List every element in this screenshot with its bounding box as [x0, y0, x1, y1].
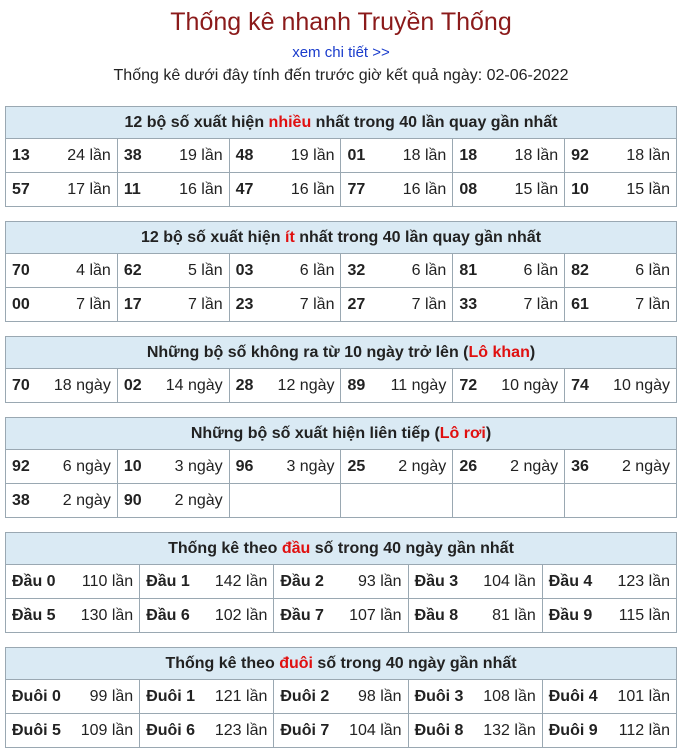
page-subtitle: Thống kê dưới đây tính đến trước giờ kết quả ngày: 02-06-2022 — [113, 67, 569, 84]
stat-value: 16 lần — [290, 180, 335, 198]
stat-key: Đầu 0 — [12, 572, 56, 590]
stat-key: 70 — [12, 376, 30, 394]
stat-cell — [341, 450, 453, 484]
stat-cell — [229, 139, 341, 173]
stat-cell — [453, 139, 565, 173]
stat-cell — [341, 173, 453, 207]
section-title-text: Những bộ số không ra từ 10 ngày trở lên ( — [146, 343, 469, 361]
stat-cell — [6, 599, 140, 633]
stat-key: 92 — [12, 457, 30, 475]
stat-key: Đầu 9 — [548, 606, 593, 624]
table-row — [6, 288, 677, 322]
stat-cell — [341, 288, 453, 322]
stat-key: 10 — [571, 180, 589, 198]
stat-value: 6 ngày — [62, 457, 111, 475]
table-row — [6, 714, 677, 748]
section-title-text: Những bộ số xuất hiện liên tiếp ( — [190, 424, 440, 442]
stat-cell — [6, 714, 140, 748]
section-title-text: nhất trong 40 lần quay gần nhất — [311, 113, 558, 131]
stat-cell — [117, 369, 229, 403]
stat-value: 7 lần — [187, 295, 223, 313]
stat-cell — [6, 369, 118, 403]
stat-value: 19 lần — [179, 146, 223, 164]
table-row — [6, 484, 677, 518]
section-title-text: 12 bộ số xuất hiện — [124, 113, 269, 131]
stat-key: Đầu 7 — [280, 606, 324, 624]
stat-cell — [565, 288, 677, 322]
section-title-text: số trong 40 ngày gần nhất — [312, 654, 517, 672]
stat-cell — [274, 599, 408, 633]
section-title-text: ) — [485, 424, 492, 442]
stat-value: 7 lần — [523, 295, 559, 313]
stat-key: 36 — [571, 457, 589, 475]
stat-cell — [140, 714, 274, 748]
stat-value: 6 lần — [299, 261, 335, 279]
stat-key: 23 — [235, 295, 254, 313]
stat-value: 7 lần — [299, 295, 335, 313]
section-title-text: Thống kê theo — [168, 539, 282, 557]
stat-key: 00 — [12, 295, 30, 313]
stat-key: Đuôi 7 — [280, 721, 330, 739]
stat-key: 10 — [123, 457, 142, 475]
stat-cell — [117, 484, 229, 518]
stat-value: 7 lần — [76, 295, 111, 313]
stat-value: 130 lần — [80, 606, 134, 624]
table-row — [6, 599, 677, 633]
stat-cell — [6, 288, 118, 322]
stat-value: 101 lần — [617, 687, 670, 705]
duoi-stats-table — [5, 647, 677, 748]
stat-key: 70 — [12, 261, 30, 279]
stat-cell — [229, 288, 341, 322]
stat-cell — [453, 173, 565, 207]
stat-key: Đuôi 3 — [414, 687, 464, 705]
stat-value: 104 lần — [483, 572, 536, 590]
stat-value: 10 ngày — [501, 376, 559, 394]
stat-key: Đuôi 0 — [12, 687, 61, 705]
stat-key: Đầu 3 — [414, 572, 459, 590]
stat-key: 48 — [235, 146, 254, 164]
stat-cell — [6, 680, 140, 714]
stat-key: 89 — [347, 376, 366, 394]
stat-key: 61 — [571, 295, 589, 313]
stat-key: 72 — [459, 376, 478, 394]
stat-cell — [453, 450, 565, 484]
stat-cell — [341, 254, 453, 288]
stat-cell — [117, 254, 229, 288]
stat-value: 2 ngày — [398, 457, 447, 475]
stat-value: 6 lần — [523, 261, 559, 279]
stat-value: 18 ngày — [53, 376, 111, 394]
stat-value: 2 ngày — [510, 457, 559, 475]
stat-cell — [274, 714, 408, 748]
stat-value: 11 ngày — [390, 376, 447, 394]
stat-cell — [542, 565, 676, 599]
table-row — [6, 173, 677, 207]
stat-cell — [408, 714, 542, 748]
stat-value: 110 lần — [81, 572, 134, 590]
lo-khan-table — [5, 336, 677, 403]
stat-value: 107 lần — [349, 606, 402, 624]
stat-value: 18 lần — [402, 146, 447, 164]
stat-value: 121 lần — [214, 687, 268, 705]
section-title — [6, 337, 677, 369]
stat-cell — [408, 680, 542, 714]
stat-cell — [140, 599, 274, 633]
stat-value: 112 lần — [618, 721, 670, 739]
stat-cell — [229, 484, 341, 518]
stat-value: 7 lần — [411, 295, 447, 313]
section-title-highlight: ít — [285, 228, 295, 246]
stat-key: 01 — [347, 146, 366, 164]
section-title-text: 12 bộ số xuất hiện — [140, 228, 285, 246]
stat-key: 57 — [12, 180, 30, 198]
stat-key: Đầu 1 — [146, 572, 190, 590]
section-title-text: ) — [529, 343, 536, 361]
stat-value: 18 lần — [626, 146, 670, 164]
section-title — [6, 533, 677, 565]
stat-key: Đuôi 9 — [548, 721, 598, 739]
stat-cell — [453, 369, 565, 403]
stat-key: 81 — [459, 261, 478, 279]
table-row — [6, 139, 677, 173]
stat-value: 16 lần — [179, 180, 223, 198]
stat-key: 33 — [459, 295, 478, 313]
stat-value: 109 lần — [80, 721, 134, 739]
stat-value: 12 ngày — [277, 376, 335, 394]
stat-cell — [565, 369, 677, 403]
page-title: Thống kê nhanh Truyền Thống — [170, 8, 512, 36]
stat-cell — [341, 369, 453, 403]
stat-key: 18 — [459, 146, 478, 164]
section-title-highlight: đuôi — [279, 654, 313, 672]
lo-roi-table — [5, 417, 677, 518]
stat-key: 28 — [235, 376, 254, 394]
stat-key: 74 — [571, 376, 589, 394]
dau-stats-table — [5, 532, 677, 633]
stat-value: 14 ngày — [165, 376, 223, 394]
stat-cell — [565, 484, 677, 518]
stat-cell — [229, 450, 341, 484]
stat-value: 3 ngày — [286, 457, 335, 475]
section-title-text: nhất trong 40 lần quay gần nhất — [294, 228, 542, 246]
section-title-text: số trong 40 ngày gần nhất — [310, 539, 514, 557]
least-frequent-table — [5, 221, 677, 322]
stat-cell — [229, 254, 341, 288]
stat-value: 19 lần — [290, 146, 335, 164]
stat-value: 2 ngày — [62, 491, 111, 509]
stat-value: 7 lần — [635, 295, 670, 313]
stat-value: 15 lần — [626, 180, 670, 198]
stat-key: Đầu 4 — [548, 572, 593, 590]
stat-cell — [453, 254, 565, 288]
stat-key: 38 — [123, 146, 142, 164]
stat-cell — [453, 484, 565, 518]
stat-value: 108 lần — [483, 687, 536, 705]
stat-cell — [229, 173, 341, 207]
stat-key: 08 — [459, 180, 478, 198]
stat-value: 102 lần — [214, 606, 268, 624]
stat-cell — [542, 599, 676, 633]
table-row — [6, 680, 677, 714]
stat-key: Đuôi 8 — [414, 721, 464, 739]
stat-key: 13 — [12, 146, 30, 164]
stat-key: Đầu 5 — [12, 606, 56, 624]
stat-value: 3 ngày — [174, 457, 223, 475]
stat-value: 18 lần — [514, 146, 559, 164]
stat-key: Đầu 2 — [280, 572, 324, 590]
stat-value: 17 lần — [67, 180, 111, 198]
stat-key: 96 — [235, 457, 254, 475]
stat-cell — [229, 369, 341, 403]
stat-cell — [274, 565, 408, 599]
stat-key: 62 — [123, 261, 142, 279]
stat-cell — [565, 254, 677, 288]
stat-key: 26 — [459, 457, 478, 475]
stat-cell — [274, 680, 408, 714]
stat-value: 10 ngày — [613, 376, 670, 394]
stat-cell — [565, 450, 677, 484]
stat-value: 4 lần — [76, 261, 111, 279]
stat-key: 92 — [571, 146, 589, 164]
stat-cell — [117, 288, 229, 322]
section-title-highlight: Lô khan — [468, 343, 530, 361]
stat-value: 6 lần — [411, 261, 447, 279]
stat-value: 93 lần — [357, 572, 402, 590]
stat-key: Đuôi 4 — [548, 687, 598, 705]
most-frequent-table — [5, 106, 677, 207]
stat-value: 123 lần — [617, 572, 670, 590]
stat-cell — [408, 565, 542, 599]
stat-value: 81 lần — [492, 606, 536, 624]
stat-key: 17 — [123, 295, 142, 313]
stat-value: 99 lần — [89, 687, 134, 705]
section-title-text: Thống kê theo — [165, 654, 280, 672]
stat-key: 38 — [12, 491, 30, 509]
stat-key: 02 — [123, 376, 142, 394]
stat-value: 123 lần — [214, 721, 268, 739]
stat-value: 15 lần — [514, 180, 559, 198]
stat-key: Đuôi 1 — [146, 687, 196, 705]
stat-cell — [408, 599, 542, 633]
section-title-highlight: nhiều — [268, 113, 312, 131]
table-row — [6, 450, 677, 484]
stat-cell — [565, 139, 677, 173]
stat-key: 77 — [347, 180, 366, 198]
stat-cell — [117, 173, 229, 207]
section-title-highlight: đầu — [281, 539, 311, 557]
stat-key: Đuôi 5 — [12, 721, 61, 739]
stat-cell — [140, 680, 274, 714]
stat-value: 16 lần — [402, 180, 447, 198]
table-row — [6, 254, 677, 288]
stat-cell — [117, 450, 229, 484]
stat-cell — [453, 288, 565, 322]
stat-cell — [6, 254, 118, 288]
stat-key: 82 — [571, 261, 589, 279]
stat-key: 27 — [347, 295, 366, 313]
page-header — [0, 0, 682, 88]
stat-key: 47 — [235, 180, 254, 198]
stat-key: 11 — [123, 180, 141, 198]
section-title — [6, 107, 677, 139]
stat-cell — [341, 139, 453, 173]
stat-cell — [542, 680, 676, 714]
stat-value: 6 lần — [635, 261, 670, 279]
stat-cell — [6, 173, 118, 207]
section-title — [6, 222, 677, 254]
stat-cell — [565, 173, 677, 207]
section-title-highlight: Lô rơi — [439, 424, 486, 442]
stat-value: 104 lần — [349, 721, 402, 739]
stat-value: 132 lần — [483, 721, 536, 739]
stat-cell — [140, 565, 274, 599]
stat-value: 5 lần — [187, 261, 223, 279]
stat-cell — [6, 484, 118, 518]
stat-value: 98 lần — [357, 687, 402, 705]
section-title — [6, 418, 677, 450]
stat-key: Đuôi 2 — [280, 687, 330, 705]
stat-cell — [341, 484, 453, 518]
stat-value: 142 lần — [214, 572, 268, 590]
stat-value: 2 ngày — [621, 457, 670, 475]
stat-key: 25 — [347, 457, 366, 475]
stat-key: Đầu 8 — [414, 606, 459, 624]
stat-value: 2 ngày — [174, 491, 223, 509]
table-row — [6, 369, 677, 403]
view-details-link[interactable]: xem chi tiết >> — [292, 44, 390, 61]
stat-cell — [542, 714, 676, 748]
stat-key: Đuôi 6 — [146, 721, 196, 739]
section-title — [6, 648, 677, 680]
stat-key: Đầu 6 — [146, 606, 190, 624]
stat-value: 24 lần — [67, 146, 111, 164]
stat-cell — [6, 139, 118, 173]
stat-cell — [6, 450, 118, 484]
stat-key: 90 — [123, 491, 142, 509]
stat-key: 32 — [347, 261, 366, 279]
stat-key: 03 — [235, 261, 254, 279]
stat-cell — [117, 139, 229, 173]
table-row — [6, 565, 677, 599]
stat-value: 115 lần — [618, 606, 670, 624]
stat-cell — [6, 565, 140, 599]
